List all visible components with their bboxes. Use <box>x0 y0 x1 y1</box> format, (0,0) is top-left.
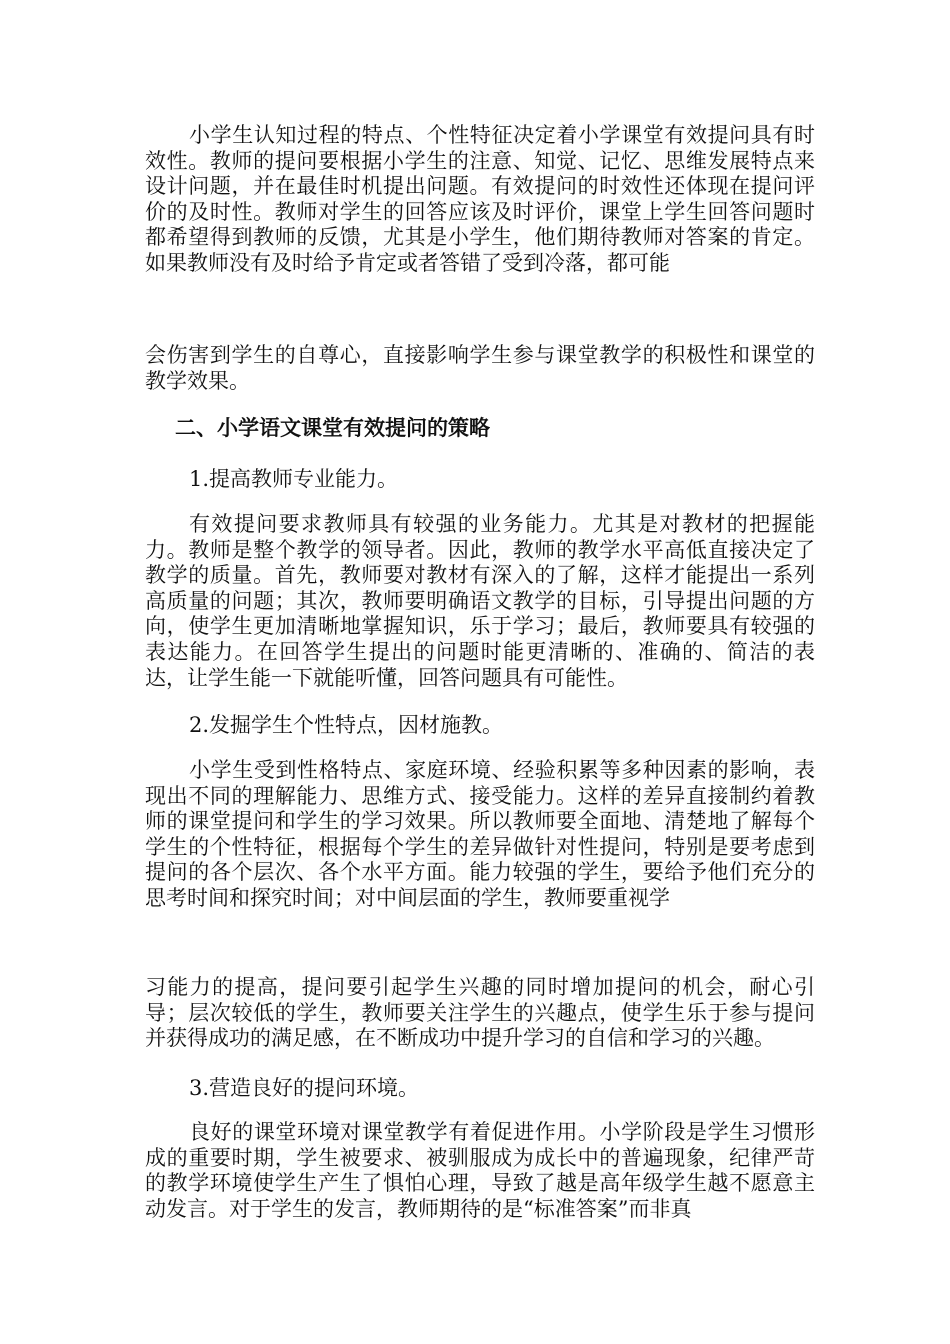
document-page <box>145 0 815 1344</box>
paragraph-teacher-ability: 有效提问要求教师具有较强的业务能力。尤其是对教材的把握能力。教师是整个教学的领导者。因此，教师的教学水平高低直接决定了教学的质量。首先，教师要对教材有深入的了解，这样才能提出一系列高质量的问题；其次，教师要明确语文教学的目标，引导提出问题的方向，使学生更加清晰地掌握知识，乐于学习；最后，教师要具有较强的表达能力。在回答学生提出的问题时能更清晰的、准确的、简洁的表达，让学生能一下就能听懂，回答问题具有可能性。 <box>145 512 815 690</box>
paragraph-self-esteem: 会伤害到学生的自尊心，直接影响学生参与课堂教学的积极性和课堂的教学效果。 <box>145 343 815 393</box>
paragraph-timeliness: 小学生认知过程的特点、个性特征决定着小学课堂有效提问具有时效性。教师的提问要根据小学生的注意、知觉、记忆、思维发展特点来设计问题，并在最佳时机提出问题。有效提问的时效性还体现在提问评价的及时性。教师对学生的回答应该及时评价，课堂上学生回答问题时都希望得到教师的反馈，尤其是小学生，他们期待教师对答案的肯定。如果教师没有及时给予肯定或者答错了受到冷落，都可能 <box>145 123 815 275</box>
item-heading-1: 1.提高教师专业能力。 <box>189 467 399 491</box>
paragraph-learning-ability: 习能力的提高，提问要引起学生兴趣的同时增加提问的机会，耐心引导；层次较低的学生，教师要关注学生的兴趣点，使学生乐于参与提问并获得成功的满足感，在不断成功中提升学习的自信和学习的兴趣。 <box>145 975 815 1051</box>
item-heading-3: 3.营造良好的提问环境。 <box>189 1076 420 1100</box>
item-heading-2: 2.发掘学生个性特点，因材施教。 <box>189 713 504 737</box>
paragraph-individuality: 小学生受到性格特点、家庭环境、经验积累等多种因素的影响，表现出不同的理解能力、思维方式、接受能力。这样的差异直接制约着教师的课堂提问和学生的学习效果。所以教师要全面地、清楚地了解每个学生的个性特征，根据每个学生的差异做针对性提问，特别是要考虑到提问的各个层次、各个水平方面。能力较强的学生，要给予他们充分的思考时间和探究时间；对中间层面的学生，教师要重视学 <box>145 758 815 910</box>
paragraph-environment: 良好的课堂环境对课堂教学有着促进作用。小学阶段是学生习惯形成的重要时期，学生被要求、被驯服成为成长中的普遍现象，纪律严苛的教学环境使学生产生了惧怕心理，导致了越是高年级学生越不愿意主动发言。对于学生的发言，教师期待的是“标准答案”而非真 <box>145 1120 815 1221</box>
section-heading-strategies: 二、小学语文课堂有效提问的策略 <box>175 415 490 440</box>
